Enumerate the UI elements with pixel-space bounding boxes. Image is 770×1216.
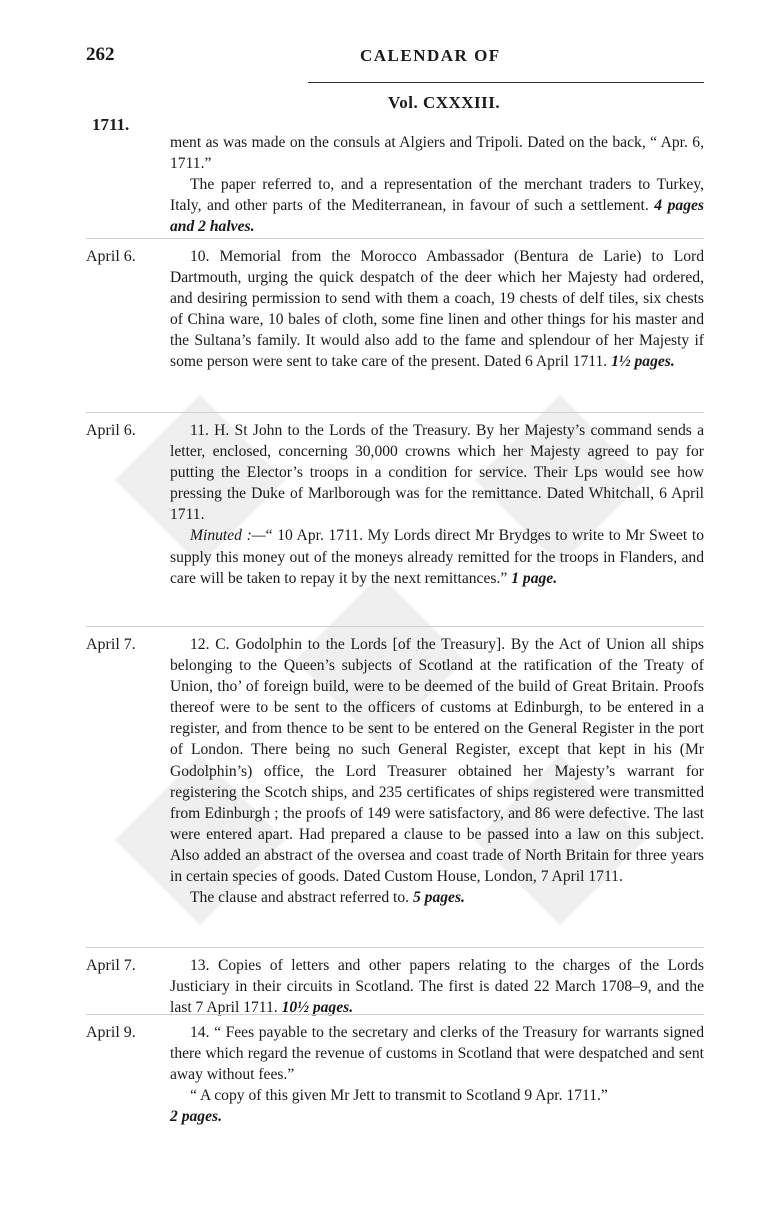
entry-date: April 9. <box>86 1024 136 1041</box>
entry-text: 11. H. St John to the Lords of the Treasury. By her Majesty’s command sends a letter, enclosed, concerning 30,000 crowns which her Majesty agreed to pay for putting the Elector’s troops in a condition for service. Their Lps would see how pressing the Duke of Marlborough was for the remittance. Dated Whitchall, 6 April 1711. <box>170 422 704 524</box>
entry-date: April 7. <box>86 636 136 653</box>
pages-note: 4 pages and 2 halves. <box>170 197 704 236</box>
entry-divider <box>86 947 704 948</box>
pages-note: 2 pages. <box>170 1108 222 1126</box>
volume-heading: Vol. CXXXIII. <box>388 93 501 112</box>
pages-note: 10½ pages. <box>281 999 354 1017</box>
entry-extra: The clause and abstract referred to. 5 pages. <box>190 889 465 907</box>
entry-divider <box>86 1014 704 1015</box>
page-number: 262 <box>86 44 115 65</box>
pages-note: 5 pages. <box>412 889 465 907</box>
pages-note: 1 page. <box>511 569 558 587</box>
running-head: CALENDAR OF <box>360 46 501 65</box>
entry-date: April 7. <box>86 957 136 974</box>
continuation-text: ment as was made on the consuls at Algiers and Tripoli. Dated on the back, “ Apr. 6, 1711.” <box>170 134 704 173</box>
entry-minuted: Minuted :—“ 10 Apr. 1711. My Lords direct Mr Brydges to write to Mr Sweet to supply this money out of the moneys already remitted for the troops in Flanders, and care will be taken to repay it by the next remittances.” 1 page. <box>170 527 704 587</box>
entry-date: April 6. <box>86 248 136 265</box>
entry-text: 12. C. Godolphin to the Lords [of the Treasury]. By the Act of Union all ships belonging to the Queen’s subjects of Scotland at the ratification of the Treaty of Union, tho’ of foreign build, were to be deemed of the build of Great Britain. Proofs thereof were to be sent to the officers of customs at Edinburgh, to be entered in a register, and from thence to be sent to be entered on the General Register in the port of London. There being no such General Register, except that kept in his (Mr Godolphin’s) office, the Lord Treasurer obtained her Majesty’s warrant for registering the Scotch ships, and 235 certificates of ships registered were transmitted from Edinburgh ; the proofs of 149 were satisfactory, and 86 were defective. The last were entered apart. Had prepared a clause to be passed into a law on this subject. Also added an abstract of the oversea and coast trade of North Britain for three years in certain species of goods. Dated Custom House, London, 7 April 1711. <box>170 636 704 886</box>
minuted-label: Minuted :— <box>190 527 266 545</box>
continuation-note: The paper referred to, and a representation of the merchant traders to Turkey, Italy, and other parts of the Mediterranean, in favour of such a settlement. 4 pages and 2 halves. <box>170 176 704 236</box>
entry-divider <box>86 238 704 239</box>
entry-text: 14. “ Fees payable to the secretary and clerks of the Treasury for warrants signed there which regard the revenue of customs in Scotland that were despatched and sent away without fees.” <box>170 1024 704 1084</box>
entry-pages <box>170 1106 704 1127</box>
header-rule <box>308 82 704 83</box>
entry-text: 13. Copies of letters and other papers relating to the charges of the Lords Justiciary in their circuits in Scotland. The first is dated 22 March 1708–9, and the last 7 April 1711. 10½ pages. <box>170 957 704 1017</box>
entry-extra: “ A copy of this given Mr Jett to transmit to Scotland 9 Apr. 1711.” <box>190 1087 608 1105</box>
pages-note: 1½ pages. <box>611 353 675 371</box>
year-margin: 1711. <box>92 115 130 134</box>
entry-date: April 6. <box>86 422 136 439</box>
entry-text: 10. Memorial from the Morocco Ambassador (Bentura de Larie) to Lord Dartmouth, urging the quick despatch of the deer which her Majesty had ordered, and desiring permission to send with them a coach, 19 chests of delf tiles, six chests of China ware, 10 bales of cloth, some fine linen and other things for his master and the Sultana’s family. It would also add to the fame and splendour of her Majesty if some person were sent to take care of the present. Dated 6 April 1711. 1½ pages. <box>170 248 704 371</box>
entry-divider <box>86 626 704 627</box>
entry-divider <box>86 412 704 413</box>
